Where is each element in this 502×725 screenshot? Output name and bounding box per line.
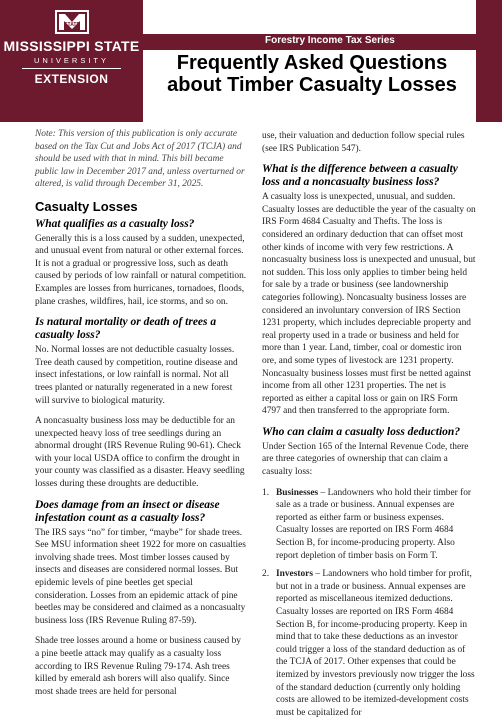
answer-paragraph: No. Normal losses are not deductible casualty losses. Tree death caused by competition, routine disease and insect infestations, or low rainfall is normal. Not all trees planted or naturally regenerated in a new forest will survive to biological maturity. bbox=[35, 345, 238, 406]
answer-paragraph: The IRS says “no” for timber, “maybe” for shade trees. See MSU information sheet 1922 for more on casualties involving shade trees. Most timber losses caused by insects and diseases are considered normal losses. But epidemic levels of pine beetles get special consideration. Losses from an epidemic attack of pine beetles may be considered and claimed as a noncasualty business loss (IRS Revenue Ruling 87-59). bbox=[35, 527, 246, 626]
question-heading: What is the difference between a casualty loss and a noncasualty business loss? bbox=[262, 163, 458, 189]
logo-divider bbox=[22, 68, 121, 69]
answer-paragraph: Under Section 165 of the Internal Revenue Code, there are three categories of ownership that can claim a casualty loss: bbox=[262, 441, 469, 478]
list-number: 1. bbox=[262, 487, 270, 498]
answer-paragraph: A casualty loss is unexpected, unusual, and sudden. Casualty losses are deductible the year of the casualty on IRS Form 4684 Casualty and Thefts. The loss is considered an ordinary deduction that can offset most other kinds of income with very few restrictions. A noncasualty business loss is unexpected and unusual, but not sudden. This loss only applies to timber being held for sale by a trade or business (see landownership categories following). Noncasualty business losses are considered an involuntary conversion of IRS Section 1231 property, which includes depreciable property and real property used in a trade or business and held for more than 1 year. Land, timber, coal or domestic iron ore, and some types of livestock are 1231 property. Noncasualty business losses must first be netted against income from all other 1231 properties. The net is reported as either a capital loss or gain on IRS Form 4797 and then transferred to the appropriate form. bbox=[262, 192, 476, 417]
header-accent bbox=[476, 0, 502, 122]
page-title bbox=[150, 52, 474, 96]
question-heading: Who can claim a casualty loss deduction? bbox=[262, 425, 461, 438]
msu-logo-icon bbox=[55, 10, 89, 34]
logo-university-name: MISSISSIPPI STATE bbox=[3, 38, 140, 54]
continued-paragraph: use, their valuation and deduction follow special rules (see IRS Publication 547). bbox=[262, 131, 465, 154]
logo-extension-label: EXTENSION bbox=[34, 72, 109, 86]
ownership-list bbox=[262, 487, 476, 720]
logo-block bbox=[0, 0, 143, 122]
list-description: – Landowners who hold their timber for sale as a trade or business. Annual expenses are reported as either farm or business expenses. Casualty losses are reported on IRS Form 4684 Section B, for income-producing property. Also report depletion of timber basis on Form T. bbox=[276, 487, 472, 561]
list-item bbox=[262, 568, 476, 719]
right-column bbox=[262, 130, 476, 725]
answer-paragraph: Shade tree losses around a home or business caused by a pine beetle attack may qualify as a casualty loss according to IRS Revenue Ruling 79-174. Ash trees killed by emerald ash borers will also qualify. Since most shade trees are held for personal bbox=[35, 636, 241, 697]
answer-paragraph: A noncasualty business loss may be deductible for an unexpected heavy loss of tree seedlings during an abnormal drought (IRS Revenue Ruling 90-61). Check with your local USDA office to confirm the drought in your county was classified as a disaster. Heavy seedling losses during these droughts are deductible. bbox=[35, 416, 245, 490]
logo-university-label: UNIVERSITY bbox=[33, 56, 109, 65]
question-heading: What qualifies as a casualty loss? bbox=[35, 217, 195, 230]
list-item bbox=[262, 487, 476, 563]
list-term: Businesses bbox=[276, 487, 319, 498]
list-description: – Landowners who hold timber for profit, but not in a trade or business. Annual expenses are reported as miscellaneous itemized deductions. Casualty losses are reported on IRS Form 4684 Section B, for income-producing property. Keep in mind that to take these deductions as an investor could trigger a loss of the standard deduction as of the TCJA of 2017. Other expenses that could be itemized by investors previously now trigger the loss of the standard deduction (currently only holding costs are allowed to be itemized-development costs must be capitalized for bbox=[276, 569, 475, 718]
logo-text: STATE bbox=[64, 22, 80, 28]
series-label: Forestry Income Tax Series bbox=[265, 35, 395, 46]
version-note: Note: This version of this publication is only accurate based on the Tax Cut and Jobs Act of 2017 (TCJA) and should be used with that in mind. This bill became public law in December 2017 and, unless overturned or altered, is valid through December 31, 2025. bbox=[35, 129, 245, 190]
question-heading: Does damage from an insect or disease infestation count as a casualty loss? bbox=[35, 498, 220, 524]
left-column bbox=[35, 128, 247, 706]
section-heading: Casualty Losses bbox=[35, 198, 138, 214]
question-heading: Is natural mortality or death of trees a casualty loss? bbox=[35, 316, 217, 342]
list-number: 2. bbox=[262, 569, 270, 580]
list-term: Investors bbox=[276, 569, 313, 580]
title-line-2: about Timber Casualty Losses bbox=[167, 74, 457, 96]
title-line-1: Frequently Asked Questions bbox=[176, 52, 448, 74]
answer-paragraph: Generally this is a loss caused by a sudden, unexpected, and unusual event from natural or other external forces. It is not a gradual or progressive loss, such as death caused by periods of low rainfall or natural competition. Examples are losses from hurricanes, tornadoes, floods, plane crashes, wildfires, hail, ice storms, and so on. bbox=[35, 233, 247, 307]
